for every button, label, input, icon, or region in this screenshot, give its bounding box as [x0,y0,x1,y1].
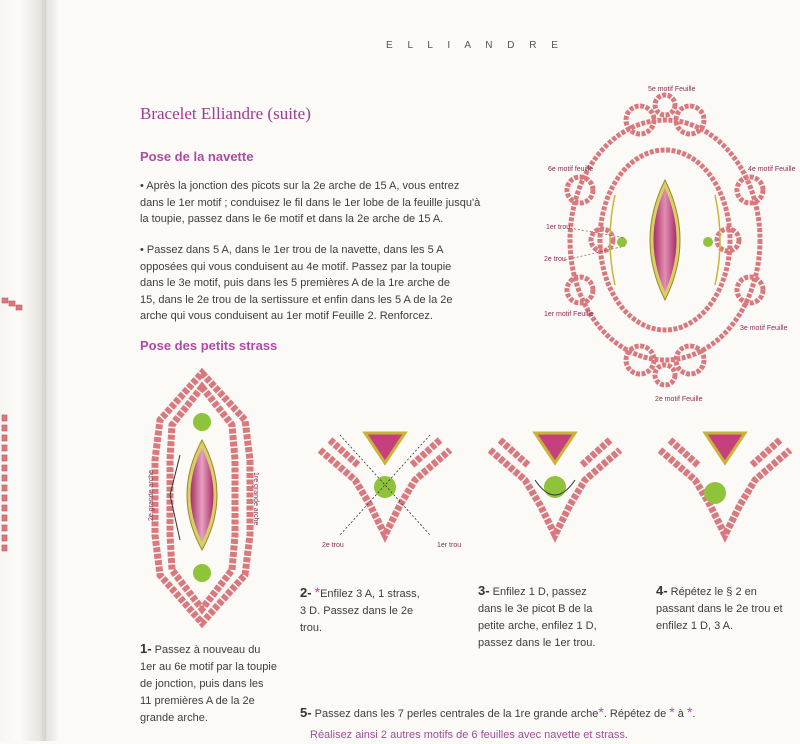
label-5e-motif: 5e motif Feuille [648,86,696,93]
page-title: Bracelet Elliandre (suite) [140,104,311,123]
text-line: dans le 3e picot B de la [478,603,593,615]
text-line: à [677,708,684,720]
text-line: • Passez dans 5 A, dans le 1er trou de la navette, dans les 5 A [140,244,444,256]
label-1re-grande-arche: 1re grande arche [252,472,259,526]
text-line: dans le 1er motif ; conduisez le fil dans le 1er lobe de la feuille jusqu'à [140,196,481,209]
gutter-shadow [46,0,60,741]
text-line: la toupie, passez dans le 6e motif et dans la 2e arche de 15 A. [140,213,444,225]
text-line: passez dans le 1er trou. [478,637,596,649]
step-number: 2- [300,585,312,600]
text-line: grande arche. [140,712,208,724]
step-number: 5- [300,705,312,720]
label-step2-1er-trou: 1er trou [437,542,462,549]
text-line: de jonction, puis dans les [140,678,264,690]
text-line: Passez à nouveau du [154,644,261,656]
step-number: 1- [140,641,152,656]
text-line: 3 D. Passez dans le 2e [300,605,414,617]
label-2e-trou: 2e trou [544,256,566,263]
paragraph-navette-1 [140,178,520,228]
text-line: enfilez 1 D, 3 A. [656,620,734,632]
bracelet-motif-diagram [530,80,800,410]
step1-caption [140,640,290,727]
text-line: 1er au 6e motif par la toupie [140,661,277,673]
star-icon: * [598,704,604,720]
step3-diagram [480,425,630,550]
step3-caption [478,582,638,652]
heading-pose-strass: Pose des petits strass [140,338,278,353]
label-6e-motif: 6e motif feuille [548,166,594,173]
text-line: dans le 3e motif, puis dans les 5 premières A de la 1re arche de [140,277,451,289]
label-1er-motif: 1er motif Feuille [544,311,594,318]
text-line: arche qui vous conduisent au 1er motif Feuille 2. Renforcez. [140,310,433,322]
text-line: trou. [300,622,323,634]
star-icon: * [669,704,675,720]
label-2e-grande-arche: 2e grande arche [148,470,155,521]
text-line: • Après la jonction des picots sur la 2e arche de 15 A, vous entrez [140,180,460,192]
label-4e-motif: 4e motif Feuille [748,166,796,173]
left-page-beads-decoration [0,0,46,741]
label-2e-motif: 2e motif Feuille [655,396,703,403]
text-line: petite arche, enfilez 1 D, [478,620,597,632]
text-line: Répétez le § 2 en [670,586,757,598]
step-number: 4- [656,583,668,598]
star-icon: * [686,704,693,720]
label-step2-2e-trou: 2e trou [322,542,344,549]
step5-caption [300,704,800,723]
text-line: Passez dans les 7 perles centrales de la 1re grande arche [314,708,599,720]
label-3e-motif: 3e motif Feuille [740,325,788,332]
text-line: Enfilez 1 D, passez [492,586,587,598]
text-line: passant dans le 2e trou et [656,603,783,615]
step2-diagram [310,425,460,550]
step6-caption: Réalisez ainsi 2 autres motifs de 6 feuilles avec navette et strass. [310,729,628,741]
star-icon: * [314,584,321,600]
text-line: opposées qui vous conduisent au 4e motif. Passez par la toupie [140,260,452,273]
step2-caption [300,584,460,637]
running-head: E L L I A N D R E [386,40,564,51]
step-number: 3- [478,583,490,598]
text-line: . [692,708,696,720]
heading-pose-navette: Pose de la navette [140,149,254,164]
step1-diagram [140,365,265,630]
text-line: 11 premières A de la 2e [140,695,255,707]
step4-diagram [650,425,800,550]
text-line: Enfilez 3 A, 1 strass, [320,588,420,600]
label-1er-trou: 1er trou [546,224,571,231]
text-line: 15, dans le 2e trou de la sertissure et enfin dans les 5 A de la 2e [140,293,453,306]
paragraph-navette-2 [140,242,520,325]
step4-caption [656,582,800,635]
text-line: . Répétez de [603,708,667,720]
